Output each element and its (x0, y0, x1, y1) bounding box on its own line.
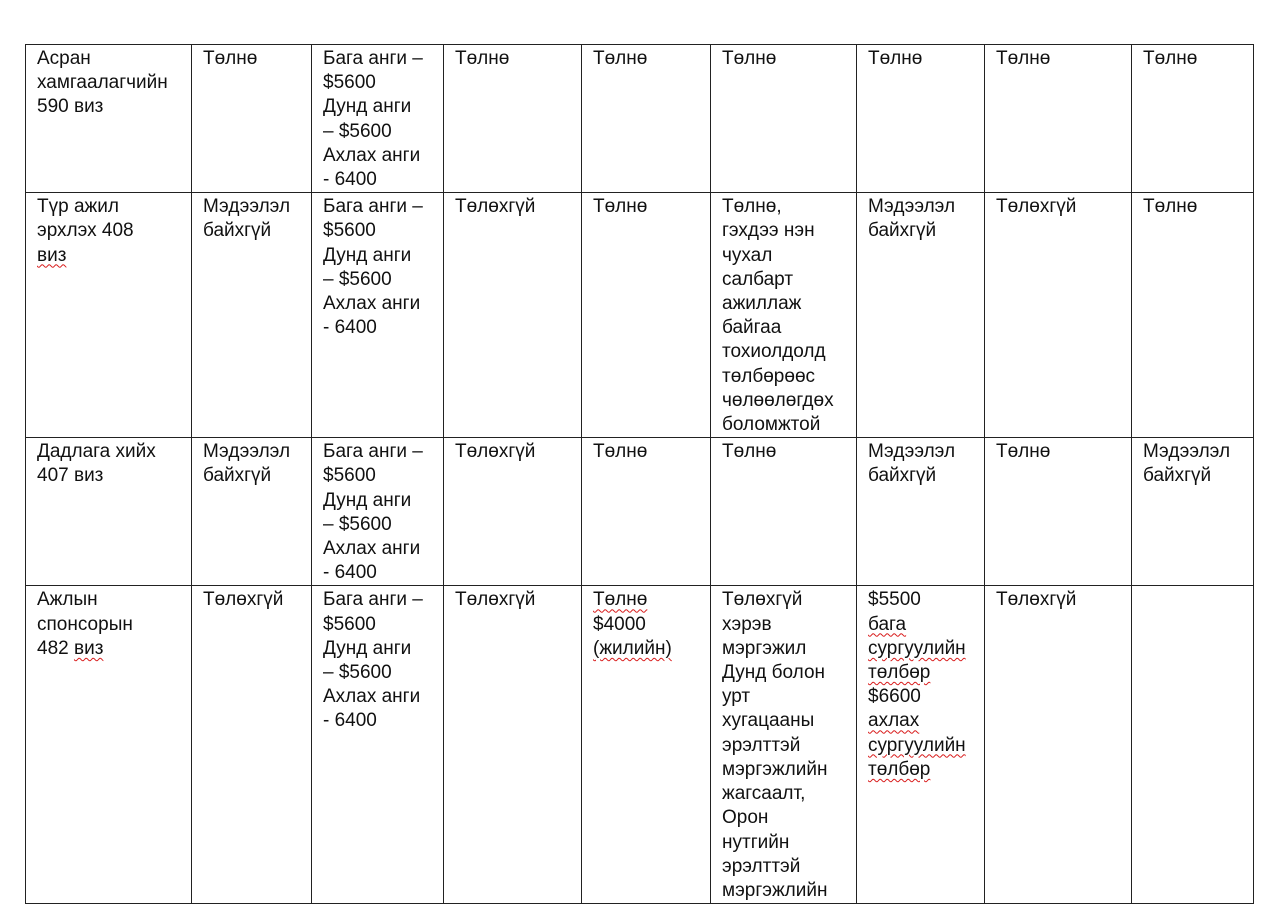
cell-text (1143, 440, 1247, 488)
cell-text (323, 588, 437, 733)
table-cell (312, 45, 444, 193)
cell-text (996, 440, 1125, 464)
cell-text-segment: Мэдээлэл байхгүй (868, 196, 956, 242)
table-row (26, 586, 1254, 904)
table-cell (711, 45, 857, 193)
row-header-cell (26, 586, 192, 904)
spellcheck-flagged-word: төлбөр (868, 662, 931, 684)
cell-text-segment: Төлнө (593, 48, 648, 69)
cell-text (37, 195, 185, 268)
cell-text (593, 195, 704, 219)
table-cell (985, 438, 1132, 586)
table-cell (444, 45, 582, 193)
table-cell (857, 438, 985, 586)
cell-text-segment: $4000 (593, 613, 646, 635)
cell-text-segment: Мэдээлэл байхгүй (868, 441, 956, 487)
table-cell (444, 438, 582, 586)
table-cell (1132, 45, 1254, 193)
cell-text-segment: Түр ажил эрхлэх 408 (37, 196, 134, 242)
cell-text-segment: Төлнө (722, 441, 777, 463)
table-cell (582, 586, 711, 904)
table-row (26, 193, 1254, 438)
table-cell (985, 45, 1132, 193)
spellcheck-flagged-word: сургуулийн (868, 637, 966, 659)
cell-text-segment: Төлнө (868, 48, 923, 69)
cell-text (868, 440, 978, 488)
cell-text-segment: Төлнө (1143, 48, 1198, 69)
table-cell (444, 193, 582, 438)
table-cell (192, 586, 312, 904)
spellcheck-flagged-word: виз (37, 244, 67, 266)
table-cell (582, 45, 711, 193)
table-cell (857, 193, 985, 438)
spellcheck-flagged-word: бага (868, 613, 907, 635)
row-header-cell (26, 193, 192, 438)
table-cell (1132, 193, 1254, 438)
cell-text-segment: Төлнө (722, 48, 777, 69)
cell-text-segment: Бага анги – $5600 Дунд анги – $5600 Ахлах анги - 6400 (323, 48, 423, 191)
spellcheck-flagged-word: виз (73, 637, 104, 659)
cell-text-segment: Төлнө (996, 48, 1051, 69)
cell-text-segment: Төлөхгүй (996, 196, 1077, 218)
cell-text (593, 440, 704, 464)
spellcheck-flagged-word: сургуулийн (868, 734, 966, 756)
cell-text-segment: Төлнө (455, 48, 510, 69)
cell-text (722, 47, 850, 71)
cell-text-segment: Төлөхгүй (455, 589, 536, 611)
table-cell (192, 438, 312, 586)
table-cell (711, 586, 857, 904)
cell-text-segment: Бага анги – $5600 Дунд анги – $5600 Ахлах анги - 6400 (323, 441, 423, 584)
cell-text (455, 47, 575, 71)
cell-text (203, 195, 305, 243)
cell-text-segment: Төлнө (1143, 196, 1198, 218)
cell-text (455, 195, 575, 219)
cell-text-segment: $6600 (868, 686, 921, 708)
cell-text-segment: Төлнө (203, 48, 258, 69)
cell-text-segment: Бага анги – $5600 Дунд анги – $5600 Ахлах анги - 6400 (323, 196, 423, 339)
cell-text-segment: Төлөхгүй (203, 589, 284, 611)
cell-text (996, 588, 1125, 612)
cell-text (203, 588, 305, 612)
table-cell (192, 193, 312, 438)
cell-text (996, 47, 1125, 71)
cell-text (323, 47, 437, 192)
cell-text-segment: Төлөхгүй (455, 196, 536, 218)
table-cell (857, 586, 985, 904)
cell-text-segment: Төлөхгүй (455, 441, 536, 463)
spellcheck-flagged-word: ахлах (868, 710, 920, 732)
table-cell (1132, 438, 1254, 586)
spellcheck-flagged-word: (жилийн) (593, 637, 672, 659)
cell-text (37, 440, 185, 488)
cell-text-segment: Асран хамгаалагчийн 590 виз (37, 48, 168, 118)
cell-text-segment: Мэдээлэл байхгүй (203, 441, 291, 487)
table-cell (312, 438, 444, 586)
table-cell (711, 193, 857, 438)
cell-text (722, 440, 850, 464)
cell-text (722, 195, 850, 437)
table-cell (444, 586, 582, 904)
table-cell (582, 438, 711, 586)
cell-text (1143, 47, 1247, 71)
table-cell (582, 193, 711, 438)
cell-text (203, 47, 305, 71)
table-row (26, 438, 1254, 586)
cell-text (1143, 195, 1247, 219)
row-header-cell (26, 45, 192, 193)
cell-text-segment: Бага анги – $5600 Дунд анги – $5600 Ахлах анги - 6400 (323, 589, 423, 732)
table-cell (857, 45, 985, 193)
cell-text (868, 47, 978, 71)
cell-text-segment: Ажлын спонсорын 482 (37, 589, 133, 659)
table-row (26, 45, 1254, 193)
table-body (26, 45, 1254, 904)
cell-text-segment: Төлнө (593, 441, 648, 463)
row-header-cell (26, 438, 192, 586)
table-cell (192, 45, 312, 193)
cell-text-segment: Төлөхгүй (996, 589, 1077, 611)
cell-text-segment: Төлнө (996, 441, 1051, 463)
cell-text (37, 47, 185, 120)
table-cell (312, 193, 444, 438)
cell-text (323, 440, 437, 585)
cell-text (203, 440, 305, 488)
table-cell (985, 586, 1132, 904)
table-cell (711, 438, 857, 586)
cell-text-segment: $5500 (868, 589, 921, 611)
cell-text (868, 588, 978, 782)
cell-text-segment: Мэдээлэл байхгүй (1143, 441, 1231, 487)
cell-text-segment: Мэдээлэл байхгүй (203, 196, 291, 242)
cell-text (37, 588, 185, 661)
cell-text (455, 588, 575, 612)
cell-text (868, 195, 978, 243)
table-cell (1132, 586, 1254, 904)
spellcheck-flagged-word: төлбөр (868, 758, 931, 780)
cell-text (722, 588, 850, 903)
cell-text-segment: Төлнө (593, 196, 648, 218)
table-cell (985, 193, 1132, 438)
cell-text-segment: Төлнө, гэхдээ нэн чухал салбарт ажиллаж байгаа тохиолдолд төлбөрөөс чөлөөлөгдөх боломжтой (722, 196, 834, 436)
table-cell (312, 586, 444, 904)
cell-text (593, 47, 704, 71)
spellcheck-flagged-word: Төлнө (593, 589, 648, 611)
cell-text-segment: Дадлага хийх 407 виз (37, 441, 156, 487)
cell-text (323, 195, 437, 340)
cell-text-segment: Төлөхгүй хэрэв мэргэжил Дунд болон урт хугацааны эрэлттэй мэргэжлийн жагсаалт, Орон нутгийн эрэлттэй мэргэжлийн (722, 589, 828, 901)
cell-text (593, 588, 704, 661)
cell-text (455, 440, 575, 464)
cell-text (996, 195, 1125, 219)
visa-fee-table (25, 44, 1254, 904)
